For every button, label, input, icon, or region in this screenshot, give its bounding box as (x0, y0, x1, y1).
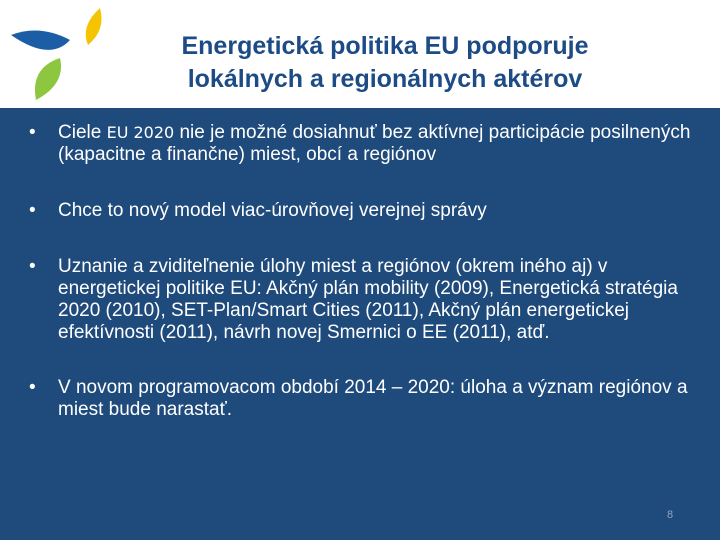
page-number: 8 (667, 509, 674, 521)
bullet-item (29, 377, 698, 421)
bullet-text-start: Ciele (58, 122, 107, 143)
bullet-list (29, 122, 698, 421)
bullet-item (29, 122, 698, 166)
logo-blue-petal (11, 31, 70, 50)
bullet-item (29, 200, 698, 222)
bullet-dot: • (29, 200, 36, 221)
eu-2020-label: EU 2020 (106, 123, 175, 142)
slide-header (0, 0, 720, 108)
bullet-dot: • (29, 122, 36, 143)
title-line-1: Energetická politika EU podporuje (181, 32, 589, 60)
bullet-text: V novom programovacom období 2014 – 2020: úloha a význam regiónov a miest bude narastať. (58, 377, 688, 420)
title-line-2: lokálnych a regionálnych aktérov (187, 65, 583, 93)
slide-title (100, 30, 670, 96)
content-panel (0, 108, 720, 540)
logo-green-petal (35, 58, 61, 100)
bullet-text: Uznanie a zviditeľnenie úlohy miest a regiónov (okrem iného aj) v energetickej politike EU: Akčný plán mobility (2009), Energetická stratégia 2020 (2010), SET-Plan/Smart Cities (2011), Akčný plán energetickej efektívnosti (2011), návrh novej Smernici o EE (2011), atď. (58, 256, 678, 343)
flower-logo-icon (0, 0, 110, 108)
bullet-dot: • (29, 377, 36, 398)
bullet-text: Chce to nový model viac-úrovňovej verejnej správy (58, 200, 487, 221)
bullet-item (29, 256, 698, 344)
bullet-dot: • (29, 256, 36, 277)
bullet-text-end: nie je možné dosiahnuť bez aktívnej participácie posilnených (kapacitne a finančne) miest, obcí a regiónov (58, 122, 691, 165)
